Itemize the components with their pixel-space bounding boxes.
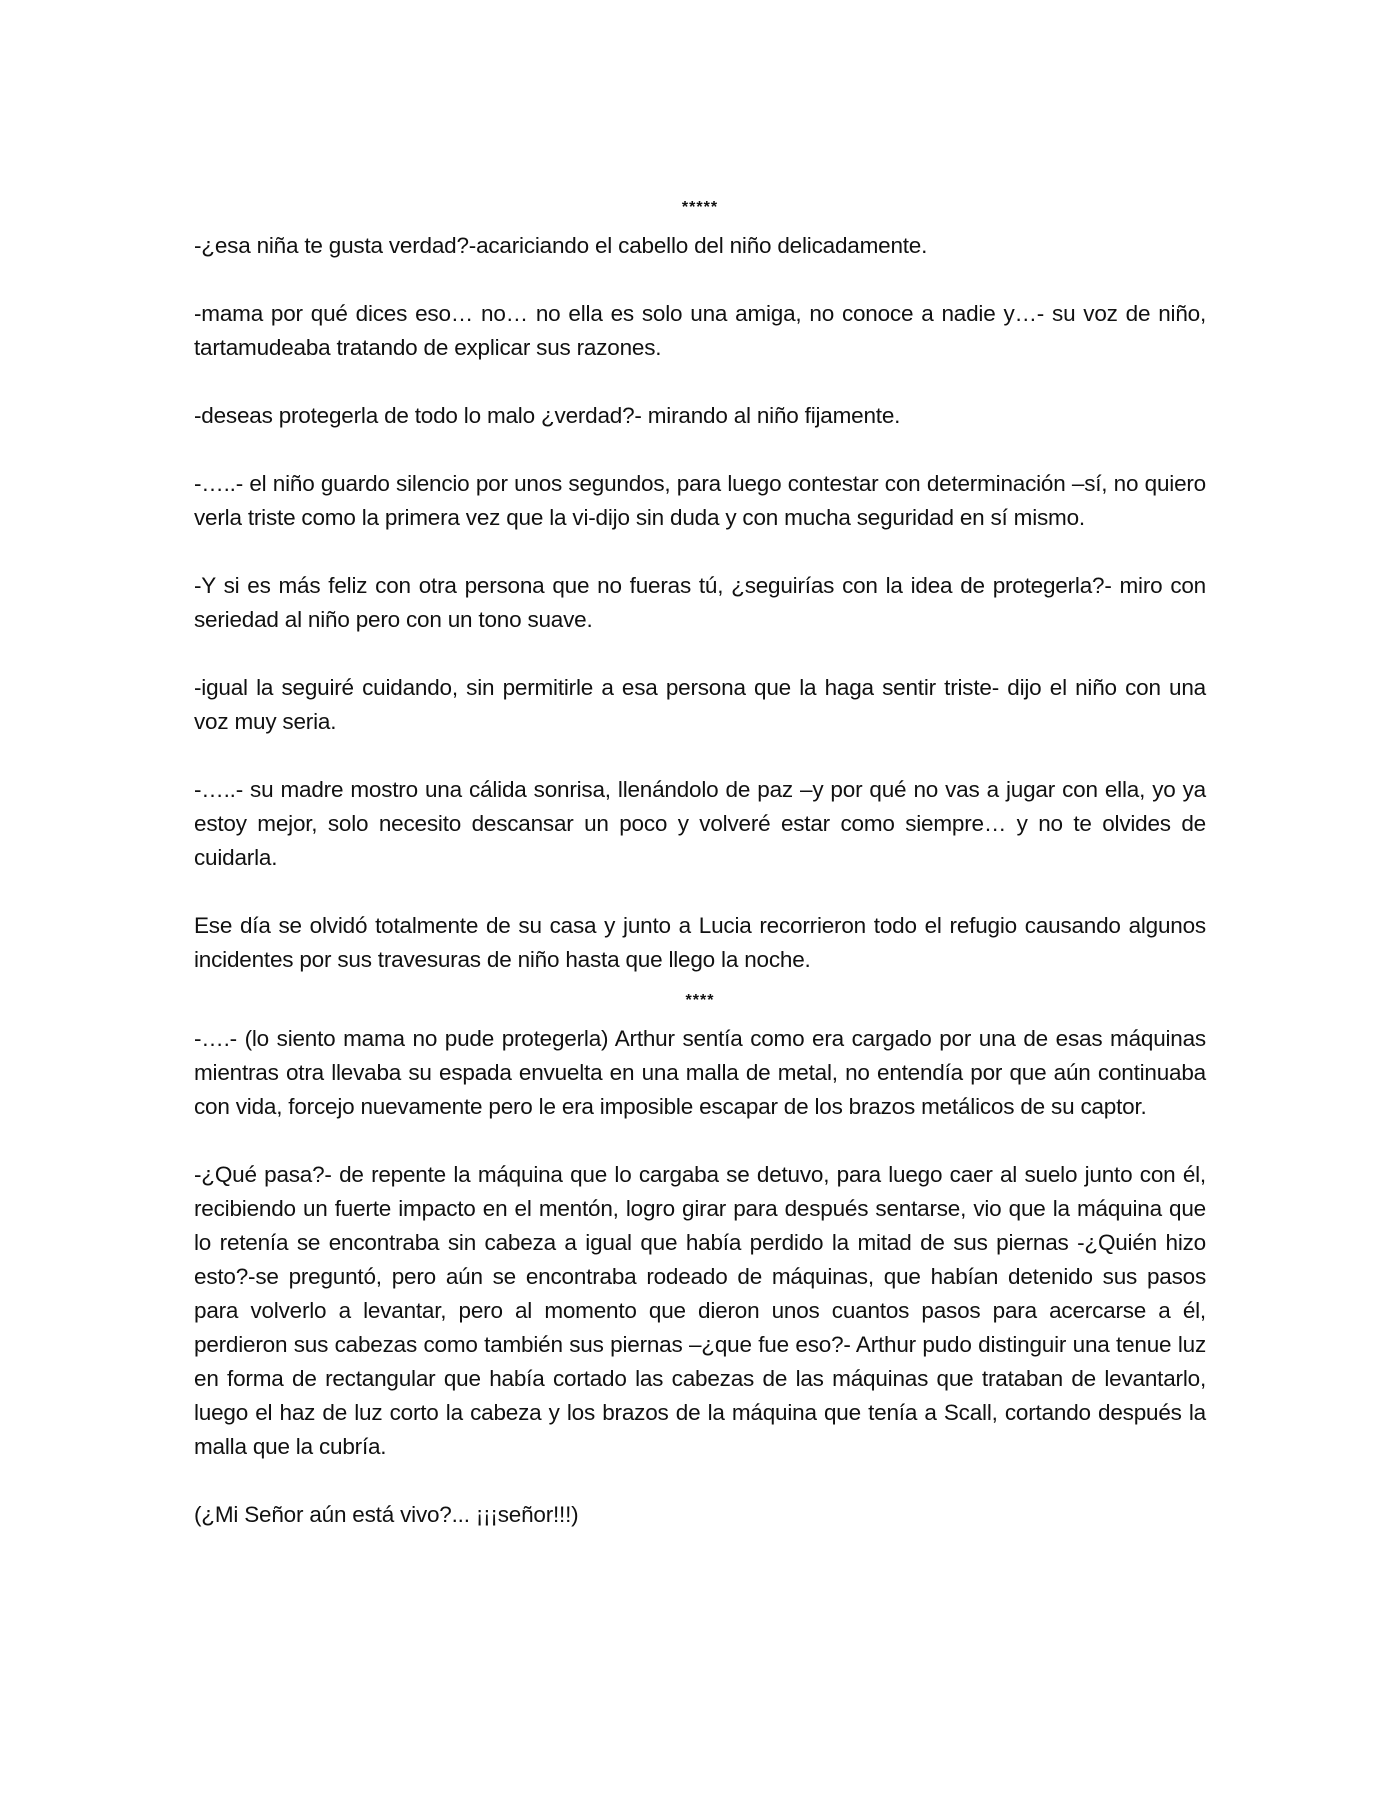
paragraph: -deseas protegerla de todo lo malo ¿verdad?- mirando al niño fijamente. bbox=[194, 403, 901, 428]
paragraph: -mama por qué dices eso… no… no ella es solo una amiga, no conoce a nadie y…- su voz de niño, tartamudeaba tratando de explicar sus razones. bbox=[194, 301, 1206, 360]
paragraph: -…..- su madre mostro una cálida sonrisa, llenándolo de paz –y por qué no vas a jugar con ella, yo ya estoy mejor, solo necesito descansar un poco y volveré estar como siempre… y no te olvides de cuidarla. bbox=[194, 777, 1206, 870]
paragraph: -igual la seguiré cuidando, sin permitirle a esa persona que la haga sentir triste- dijo el niño con una voz muy seria. bbox=[194, 675, 1206, 734]
paragraph: -¿Qué pasa?- de repente la máquina que lo cargaba se detuvo, para luego caer al suelo junto con él, recibiendo un fuerte impacto en el mentón, logro girar para después sentarse, vio que la máquina que lo retenía se encontraba sin cabeza a igual que había perdido la mitad de sus piernas -¿Quién hizo esto?-se preguntó, pero aún se encontraba rodeado de máquinas, que habían detenido sus pasos para volverlo a levantar, pero al momento que dieron unos cuantos pasos para acercarse a él, perdieron sus cabezas como también sus piernas –¿que fue eso?- Arthur pudo distinguir una tenue luz en forma de rectangular que había cortado las cabezas de las máquinas que trataban de levantarlo, luego el haz de luz corto la cabeza y los brazos de la máquina que tenía a Scall, cortando después la malla que la cubría. bbox=[194, 1162, 1206, 1459]
paragraph: -Y si es más feliz con otra persona que no fueras tú, ¿seguirías con la idea de protegerla?- miro con seriedad al niño pero con un tono suave. bbox=[194, 573, 1206, 632]
paragraph: -¿esa niña te gusta verdad?-acariciando el cabello del niño delicadamente. bbox=[194, 233, 928, 258]
section-separator: **** bbox=[685, 992, 715, 1009]
paragraph: Ese día se olvidó totalmente de su casa y junto a Lucia recorrieron todo el refugio causando algunos incidentes por sus travesuras de niño hasta que llego la noche. bbox=[194, 913, 1206, 972]
section-separator: ***** bbox=[681, 199, 719, 216]
paragraph: (¿Mi Señor aún está vivo?... ¡¡¡señor!!!) bbox=[194, 1502, 579, 1527]
paragraph: -….- (lo siento mama no pude protegerla) Arthur sentía como era cargado por una de esas máquinas mientras otra llevaba su espada envuelta en una malla de metal, no entendía por que aún continuaba con vida, forcejo nuevamente pero le era imposible escapar de los brazos metálicos de su captor. bbox=[194, 1026, 1206, 1119]
paragraph: -…..- el niño guardo silencio por unos segundos, para luego contestar con determinación –sí, no quiero verla triste como la primera vez que la vi-dijo sin duda y con mucha seguridad en sí mismo. bbox=[194, 471, 1206, 530]
document-page bbox=[194, 198, 1206, 1566]
